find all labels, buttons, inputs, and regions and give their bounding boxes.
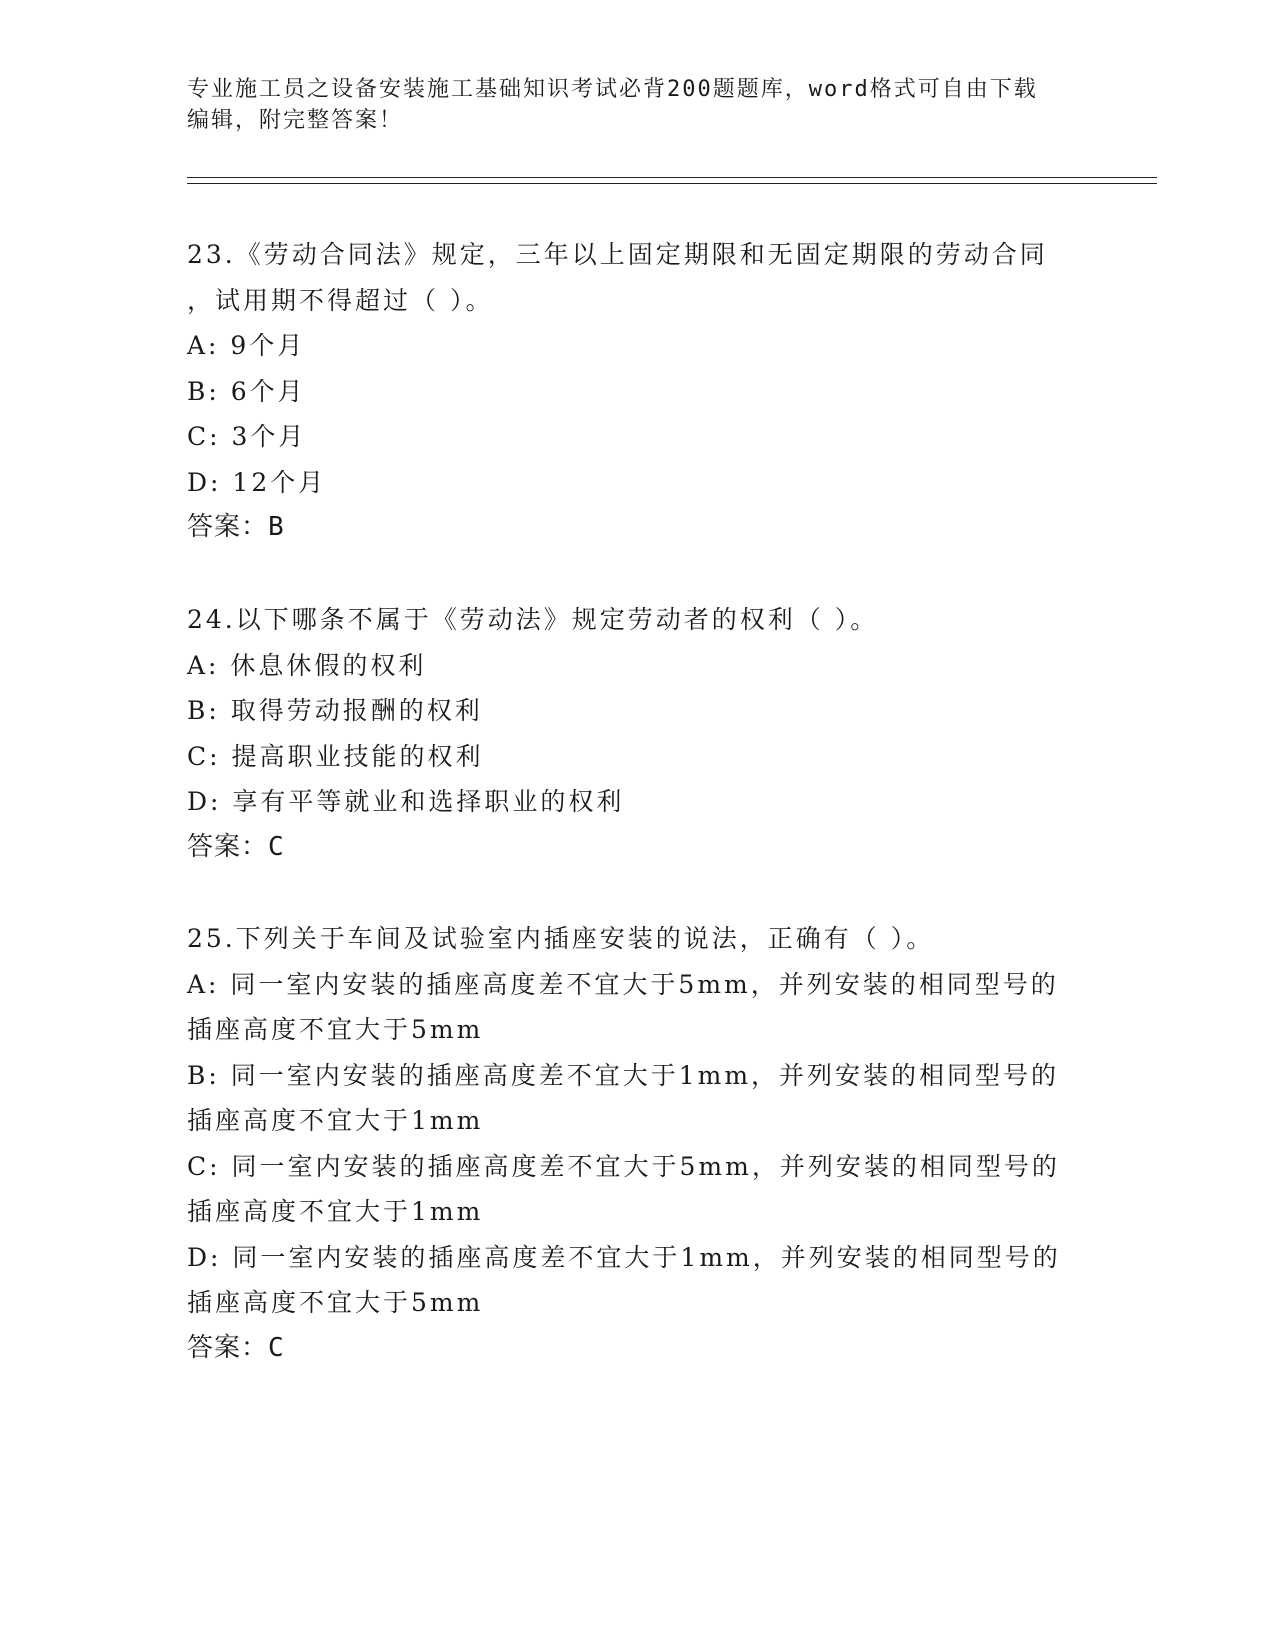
header-divider xyxy=(187,177,1157,178)
option-a-continued: 插座高度不宜大于5mm xyxy=(187,1015,484,1044)
option-d: D: 享有平等就业和选择职业的权利 xyxy=(187,787,625,816)
header-line: 编辑，附完整答案！ xyxy=(187,108,404,133)
header-line: 专业施工员之设备安装施工基础知识考试必背200题题库，word格式可自由下载 xyxy=(187,77,1038,102)
option-b: B: 同一室内安装的插座高度差不宜大于1mm，并列安装的相同型号的 xyxy=(187,1060,1060,1090)
question-stem: 23.《劳动合同法》规定，三年以上固定期限和无固定期限的劳动合同 xyxy=(187,240,1048,269)
question-stem: ，试用期不得超过（ ）。 xyxy=(187,285,494,315)
answer: 答案：C xyxy=(187,1332,285,1363)
option-a: A: 同一室内安装的插座高度差不宜大于5mm，并列安装的相同型号的 xyxy=(187,969,1059,999)
option-d: D: 12个月 xyxy=(187,467,327,497)
option-d-continued: 插座高度不宜大于5mm xyxy=(187,1288,484,1317)
question-23 xyxy=(187,232,1087,551)
option-a: A: 9个月 xyxy=(187,331,306,360)
document-header xyxy=(187,74,1087,136)
question-25 xyxy=(187,916,1087,1371)
option-a: A: 休息休假的权利 xyxy=(187,650,427,680)
option-c: C: 同一室内安装的插座高度差不宜大于5mm，并列安装的相同型号的 xyxy=(187,1151,1060,1181)
question-24 xyxy=(187,597,1087,870)
option-b-continued: 插座高度不宜大于1mm xyxy=(187,1106,484,1135)
answer: 答案：B xyxy=(187,512,285,542)
option-b: B: 取得劳动报酬的权利 xyxy=(187,696,483,725)
header-divider xyxy=(187,183,1157,184)
option-c-continued: 插座高度不宜大于1mm xyxy=(187,1197,484,1226)
question-stem: 25.下列关于车间及试验室内插座安装的说法，正确有（ ）。 xyxy=(187,924,935,953)
option-b: B: 6个月 xyxy=(187,376,306,406)
answer: 答案：C xyxy=(187,831,285,862)
question-stem: 24.以下哪条不属于《劳动法》规定劳动者的权利（ ）。 xyxy=(187,605,879,634)
option-c: C: 3个月 xyxy=(187,422,307,451)
option-d: D: 同一室内安装的插座高度差不宜大于1mm，并列安装的相同型号的 xyxy=(187,1242,1061,1272)
option-c: C: 提高职业技能的权利 xyxy=(187,741,484,771)
